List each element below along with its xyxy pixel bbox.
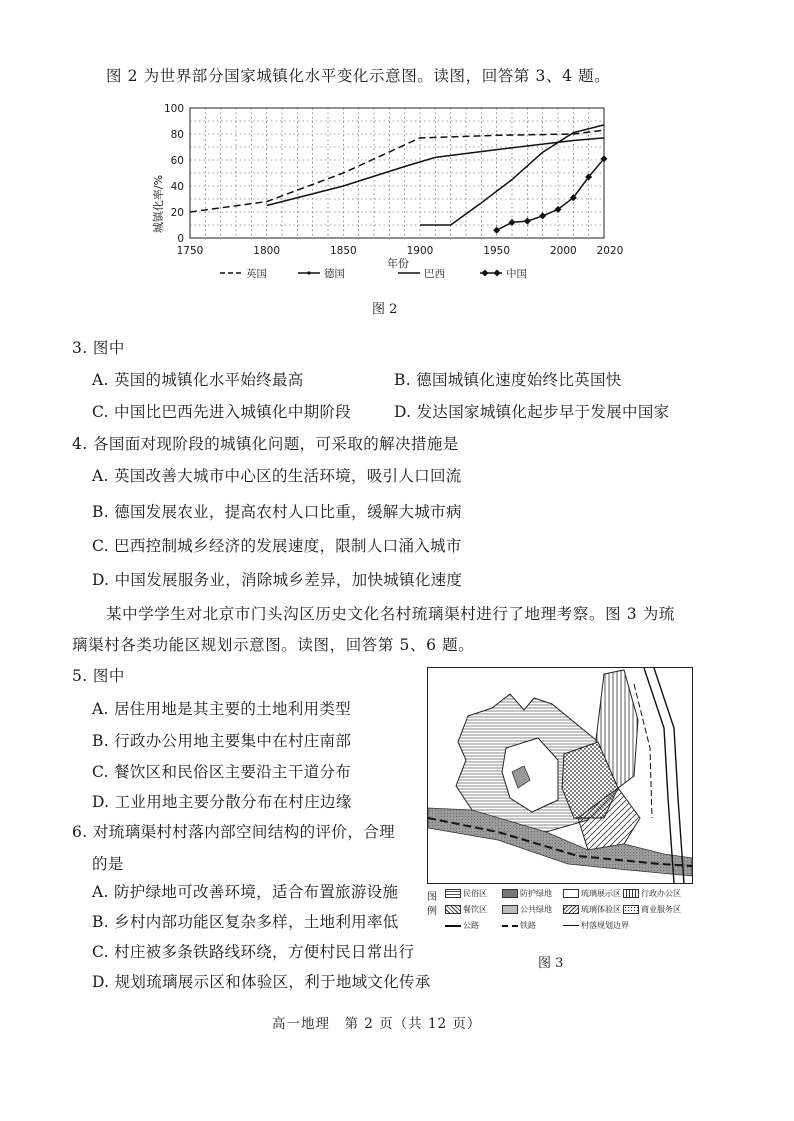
page-footer: 高一地理 第 2 页（共 12 页）	[272, 1016, 482, 1032]
legend-swatch-boundary	[563, 925, 579, 926]
legend-swatch-catering	[445, 905, 461, 914]
legend-label-德国: 德国	[324, 268, 345, 280]
x-axis-label: 年份	[387, 257, 409, 270]
figure3-caption: 图 3	[538, 956, 564, 971]
q6-option-b: B. 乡村内部功能区复杂多样，土地利用率低	[92, 913, 399, 931]
legend-catering	[445, 904, 487, 915]
q4-option-b: B. 德国发展农业，提高农村人口比重，缓解大城市病	[92, 503, 462, 521]
map-legend	[427, 886, 691, 934]
legend-folk	[445, 888, 487, 899]
y-tick-label: 0	[177, 233, 184, 245]
legend-label-public-green: 公共绿地	[520, 905, 552, 914]
legend-marker-中国	[482, 270, 489, 277]
legend-label-experience: 琉璃体验区	[581, 905, 621, 914]
q5-stem: 5. 图中	[72, 667, 125, 685]
legend-boundary	[563, 920, 629, 931]
q6-option-c: C. 村庄被多条铁路线环绕，方便村民日常出行	[92, 943, 415, 961]
legend-label-catering: 餐饮区	[463, 905, 487, 914]
legend-swatch-folk	[445, 889, 461, 898]
chart-series	[190, 125, 608, 234]
data-point-中国	[539, 212, 546, 219]
x-tick-label: 1850	[329, 245, 357, 257]
legend-title-2: 例	[427, 906, 437, 917]
legend-admin	[623, 888, 681, 899]
q5-option-c: C. 餐饮区和民俗区主要沿主干道分布	[92, 763, 352, 781]
legend-highway	[445, 920, 479, 931]
legend-label-巴西: 巴西	[424, 268, 445, 280]
legend-label-railway: 铁路	[520, 921, 536, 930]
legend-label-英国: 英国	[246, 268, 267, 280]
y-tick-label: 40	[170, 181, 184, 193]
legend-commercial	[623, 904, 681, 915]
legend-swatch-admin	[623, 889, 639, 898]
legend-label-display: 琉璃展示区	[581, 889, 621, 898]
x-tick-label: 1950	[483, 245, 511, 257]
legend-label-folk: 民俗区	[463, 889, 487, 898]
village-plan-map	[427, 667, 693, 884]
x-tick-label: 2000	[549, 245, 577, 257]
q4-option-c: C. 巴西控制城乡经济的发展速度，限制人口涌入城市	[92, 537, 462, 555]
data-point-中国	[524, 218, 531, 225]
q4-option-a: A. 英国改善大城市中心区的生活环境，吸引人口回流	[92, 467, 462, 485]
legend-experience	[563, 904, 621, 915]
q3-option-c: C. 中国比巴西先进入城镇化中期阶段	[92, 403, 352, 421]
legend-label-boundary: 村落规划边界	[581, 921, 629, 930]
legend-display	[563, 888, 621, 899]
legend-swatch-railway	[502, 925, 518, 927]
intro-figure3-line2: 璃渠村各类功能区规划示意图。读图，回答第 5、6 题。	[72, 636, 475, 654]
legend-public-green	[502, 904, 552, 915]
q5-option-b: B. 行政办公用地主要集中在村庄南部	[92, 732, 352, 750]
legend-railway	[502, 920, 536, 931]
legend-swatch-commercial	[623, 905, 639, 914]
legend-swatch-highway	[445, 925, 461, 927]
legend-label-admin: 行政办公区	[641, 889, 681, 898]
q6-option-d: D. 规划琉璃展示区和体验区，利于地域文化传承	[92, 973, 431, 991]
legend-swatch-experience	[563, 905, 579, 914]
legend-label-protective-green: 防护绿地	[520, 889, 552, 898]
legend-swatch-public-green	[502, 905, 518, 914]
legend-marker-中国	[494, 270, 501, 277]
urbanization-chart	[140, 96, 630, 292]
x-tick-label: 1750	[176, 245, 204, 257]
q6-stem-line1: 6. 对琉璃渠村村落内部空间结构的评价，合理	[72, 823, 396, 841]
q5-option-a: A. 居住用地是其主要的土地利用类型	[92, 700, 351, 718]
y-tick-label: 80	[170, 129, 184, 141]
legend-title-1: 图	[427, 892, 437, 903]
q3-option-a: A. 英国的城镇化水平始终最高	[92, 371, 304, 389]
x-tick-label: 1800	[253, 245, 281, 257]
chart-axes	[164, 103, 623, 257]
legend-protective-green	[502, 888, 552, 899]
q6-option-a: A. 防护绿地可改善环境，适合布置旅游设施	[92, 883, 399, 901]
legend-label-highway: 公路	[463, 921, 479, 930]
intro-figure2: 图 2 为世界部分国家城镇化水平变化示意图。读图，回答第 3、4 题。	[106, 67, 611, 85]
q4-stem: 4. 各国面对现阶段的城镇化问题，可采取的解决措施是	[72, 435, 459, 453]
legend-marker-德国	[307, 271, 310, 274]
legend-label-中国: 中国	[506, 268, 527, 280]
q4-option-d: D. 中国发展服务业，消除城乡差异，加快城镇化速度	[92, 571, 463, 589]
chart-legend	[220, 267, 527, 280]
x-tick-label: 1900	[406, 245, 434, 257]
legend-label-commercial: 商业服务区	[641, 905, 681, 914]
series-line-中国	[497, 159, 604, 231]
legend-swatch-display	[563, 889, 579, 898]
q6-stem-line2: 的是	[92, 855, 124, 873]
figure2-caption: 图 2	[372, 302, 398, 317]
intro-figure3-line1: 某中学学生对北京市门头沟区历史文化名村琉璃渠村进行了地理考察。图 3 为琉	[106, 605, 675, 623]
series-line-英国	[190, 130, 604, 212]
x-tick-label: 2020	[596, 245, 624, 257]
y-tick-label: 20	[170, 207, 184, 219]
y-axis-label: 城镇化率/%	[152, 174, 165, 234]
y-tick-label: 100	[163, 103, 184, 115]
q5-option-d: D. 工业用地主要分散分布在村庄边缘	[92, 793, 352, 811]
legend-swatch-protective-green	[502, 889, 518, 898]
q3-option-b: B. 德国城镇化速度始终比英国快	[394, 371, 622, 389]
q3-option-d: D. 发达国家城镇化起步早于发展中国家	[394, 403, 670, 421]
q3-stem: 3. 图中	[72, 339, 125, 357]
y-tick-label: 60	[170, 155, 184, 167]
data-point-中国	[493, 227, 500, 234]
